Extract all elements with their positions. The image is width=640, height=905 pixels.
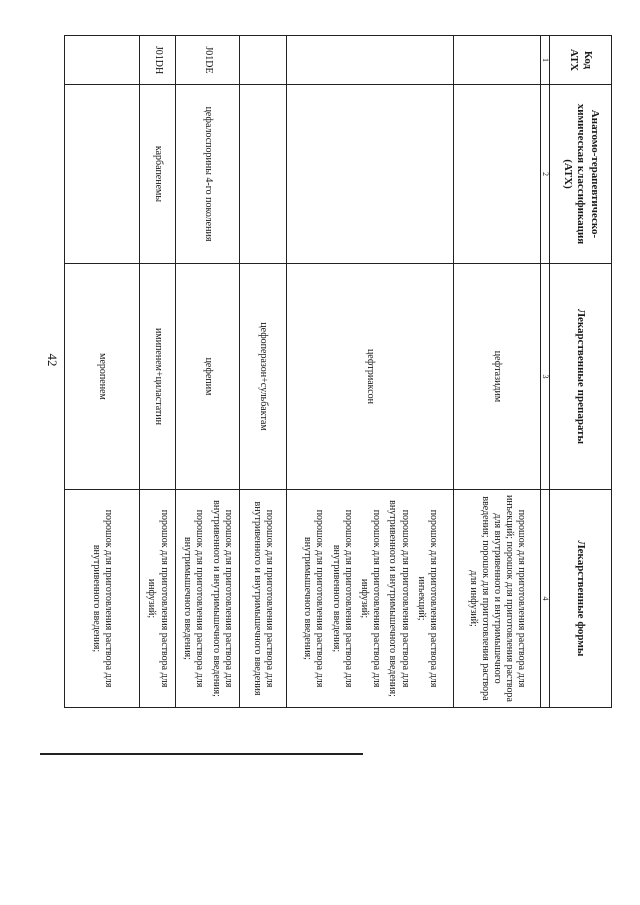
table-row bbox=[140, 36, 176, 708]
table-row bbox=[65, 36, 140, 708]
cell-drug: имипенем+циластатин bbox=[140, 264, 176, 490]
cell-forms bbox=[140, 490, 176, 708]
cell-code bbox=[454, 36, 541, 85]
cell-classification: карбапенемы bbox=[140, 85, 176, 264]
cell-classification bbox=[454, 85, 541, 264]
cell-code: J01DH bbox=[140, 36, 176, 85]
table-row bbox=[287, 36, 454, 708]
cell-forms bbox=[240, 490, 287, 708]
column-number: 2 bbox=[541, 85, 550, 264]
form-item: порошок для приготовления раствора для внутримышечного введения; bbox=[182, 509, 206, 688]
form-item: порошок для приготовления раствора для инъекций; порошок для приготовления раствора для внутривенного и внутримышечного введения; порошок для приготовления раствора для инфузий; bbox=[467, 495, 528, 702]
form-item: порошок для приготовления раствора для внутривенного введения; bbox=[330, 509, 354, 688]
cell-drug: цефтриаксон bbox=[287, 264, 454, 490]
cell-classification: цефалоспорины 4-го поколения bbox=[176, 85, 240, 264]
cell-classification bbox=[65, 85, 140, 264]
table-header-row bbox=[550, 36, 612, 708]
cell-code bbox=[240, 36, 287, 85]
cell-drug: меропенем bbox=[65, 264, 140, 490]
cell-forms bbox=[176, 490, 240, 708]
footnote-divider bbox=[40, 753, 363, 755]
cell-code bbox=[287, 36, 454, 85]
form-item: порошок для приготовления раствора для инфузий; bbox=[359, 509, 383, 688]
form-item: порошок для приготовления раствора для инъекций; bbox=[415, 509, 439, 688]
cell-drug: цефтазидим bbox=[454, 264, 541, 490]
header-drugs: Лекарственные препараты bbox=[550, 264, 612, 490]
cell-drug: цефоперазон+сульбактам bbox=[240, 264, 287, 490]
header-code: Код АТХ bbox=[550, 36, 612, 85]
drug-table bbox=[64, 35, 612, 708]
cell-classification bbox=[287, 85, 454, 264]
table-row bbox=[454, 36, 541, 708]
cell-classification bbox=[240, 85, 287, 264]
column-number: 4 bbox=[541, 490, 550, 708]
form-item: порошок для приготовления раствора для внутривенного и внутримышечного введения; bbox=[210, 500, 234, 697]
table-row bbox=[176, 36, 240, 708]
form-item: порошок для приготовления раствора для внутривенного и внутримышечного введения; bbox=[387, 500, 411, 697]
form-item: порошок для приготовления раствора для инфузий; bbox=[146, 509, 170, 688]
column-number-row bbox=[541, 36, 550, 708]
cell-code bbox=[65, 36, 140, 85]
rotated-table-container bbox=[65, 35, 612, 707]
cell-drug: цефепим bbox=[176, 264, 240, 490]
cell-forms bbox=[454, 490, 541, 708]
cell-forms bbox=[65, 490, 140, 708]
column-number: 1 bbox=[541, 36, 550, 85]
table-row bbox=[240, 36, 287, 708]
cell-code: J01DE bbox=[176, 36, 240, 85]
form-item: порошок для приготовления раствора для внутримышечного введения; bbox=[302, 509, 326, 688]
column-number: 3 bbox=[541, 264, 550, 490]
cell-forms bbox=[287, 490, 454, 708]
form-item: порошок для приготовления раствора для внутривенного и внутримышечного введения bbox=[252, 501, 276, 696]
page-number: 42 bbox=[45, 353, 60, 367]
header-forms: Лекарственные формы bbox=[550, 490, 612, 708]
form-item: порошок для приготовления раствора для внутривенного введения; bbox=[91, 509, 115, 688]
header-classification: Анатомо-терапевтическо-химическая классификация (АТХ) bbox=[550, 85, 612, 264]
